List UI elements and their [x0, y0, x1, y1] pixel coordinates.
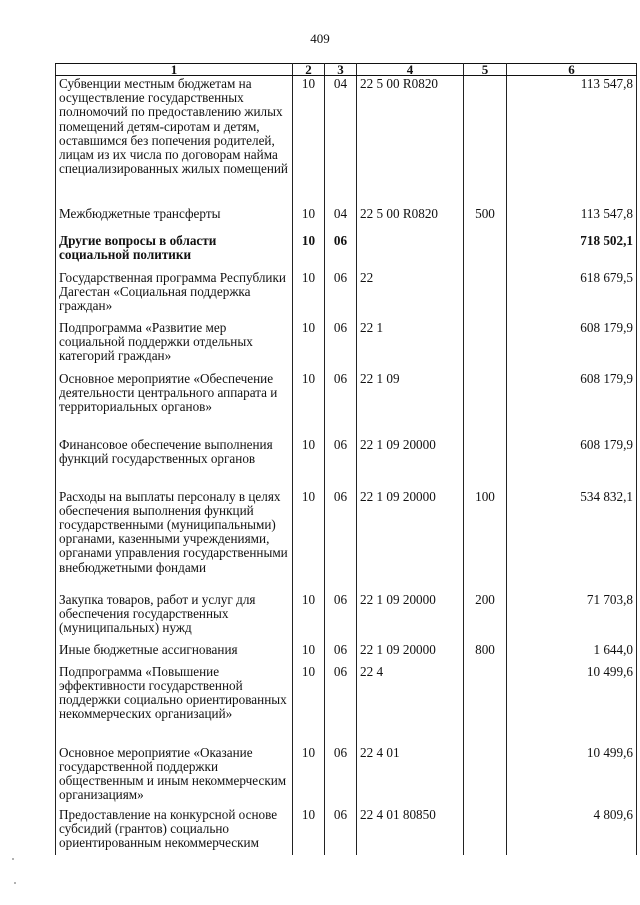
- row-name: Основное мероприятие «Оказание государственной поддержки общественным и иным некоммерческим организациям»: [56, 745, 293, 807]
- row-amount: 1 644,0: [507, 642, 637, 664]
- row-target-code: 22 1 09: [357, 371, 464, 437]
- row-amount: 718 502,1: [507, 233, 637, 270]
- row-expense-type: [464, 270, 507, 320]
- row-target-code: 22: [357, 270, 464, 320]
- table-row: [56, 320, 637, 371]
- row-section: 10: [293, 76, 325, 206]
- row-expense-type: [464, 745, 507, 807]
- row-amount: 71 703,8: [507, 592, 637, 642]
- row-target-code: 22 1 09 20000: [357, 489, 464, 592]
- table-row: [56, 642, 637, 664]
- row-name: Государственная программа Республики Дагестан «Социальная поддержка граждан»: [56, 270, 293, 320]
- header-col-1: 1: [56, 64, 293, 76]
- row-subsection: 06: [325, 270, 357, 320]
- row-section: 10: [293, 807, 325, 855]
- row-name: Подпрограмма «Повышение эффективности государственной поддержки социально ориентированных некоммерческих организаций»: [56, 664, 293, 745]
- row-section: 10: [293, 592, 325, 642]
- row-section: 10: [293, 233, 325, 270]
- row-name: Предоставление на конкурсной основе субсидий (грантов) социально ориентированным некоммерческим: [56, 807, 293, 855]
- row-target-code: 22 1 09 20000: [357, 642, 464, 664]
- scan-speck: [12, 858, 14, 860]
- table-row: [56, 664, 637, 745]
- header-col-4: 4: [357, 64, 464, 76]
- row-target-code: [357, 233, 464, 270]
- row-expense-type: 200: [464, 592, 507, 642]
- row-amount: 10 499,6: [507, 745, 637, 807]
- row-target-code: 22 5 00 R0820: [357, 76, 464, 206]
- table-row: [56, 233, 637, 270]
- row-subsection: 06: [325, 437, 357, 489]
- row-section: 10: [293, 642, 325, 664]
- row-name: Подпрограмма «Развитие мер социальной поддержки отдельных категорий граждан»: [56, 320, 293, 371]
- row-expense-type: [464, 320, 507, 371]
- row-subsection: 06: [325, 489, 357, 592]
- row-section: 10: [293, 270, 325, 320]
- row-expense-type: 100: [464, 489, 507, 592]
- row-section: 10: [293, 371, 325, 437]
- row-subsection: 06: [325, 642, 357, 664]
- table-row: [56, 371, 637, 437]
- row-section: 10: [293, 437, 325, 489]
- row-target-code: 22 4: [357, 664, 464, 745]
- row-expense-type: 800: [464, 642, 507, 664]
- table-row: [56, 489, 637, 592]
- row-expense-type: [464, 807, 507, 855]
- row-name: Субвенции местным бюджетам на осуществление государственных полномочий по предоставлению жилых помещений детям-сиротам и детям, оставшимся без попечения родителей, лицам из их числа по договорам найма специализированных жилых помещений: [56, 76, 293, 206]
- page-number: 409: [310, 31, 330, 46]
- row-name: Финансовое обеспечение выполнения функций государственных органов: [56, 437, 293, 489]
- row-section: 10: [293, 320, 325, 371]
- row-target-code: 22 1: [357, 320, 464, 371]
- header-col-6: 6: [507, 64, 637, 76]
- row-name: Межбюджетные трансферты: [56, 206, 293, 233]
- table-row: [56, 206, 637, 233]
- header-row: [56, 64, 637, 76]
- row-section: 10: [293, 489, 325, 592]
- row-name: Другие вопросы в области социальной политики: [56, 233, 293, 270]
- row-amount: 10 499,6: [507, 664, 637, 745]
- row-target-code: 22 1 09 20000: [357, 437, 464, 489]
- row-subsection: 06: [325, 745, 357, 807]
- header-col-5: 5: [464, 64, 507, 76]
- row-amount: 608 179,9: [507, 320, 637, 371]
- table-row: [56, 745, 637, 807]
- row-subsection: 06: [325, 664, 357, 745]
- row-subsection: 06: [325, 233, 357, 270]
- table-row: [56, 76, 637, 206]
- header-col-2: 2: [293, 64, 325, 76]
- row-expense-type: [464, 371, 507, 437]
- scan-speck: [14, 882, 16, 884]
- row-expense-type: [464, 664, 507, 745]
- row-amount: 608 179,9: [507, 437, 637, 489]
- row-expense-type: [464, 437, 507, 489]
- table-row: [56, 807, 637, 855]
- row-subsection: 06: [325, 807, 357, 855]
- table-row: [56, 437, 637, 489]
- row-subsection: 04: [325, 206, 357, 233]
- row-name: Основное мероприятие «Обеспечение деятельности центрального аппарата и территориальных органов»: [56, 371, 293, 437]
- budget-table: [55, 63, 637, 855]
- row-target-code: 22 4 01: [357, 745, 464, 807]
- row-subsection: 04: [325, 76, 357, 206]
- row-subsection: 06: [325, 371, 357, 437]
- table-row: [56, 592, 637, 642]
- row-expense-type: [464, 76, 507, 206]
- row-target-code: 22 5 00 R0820: [357, 206, 464, 233]
- row-amount: 618 679,5: [507, 270, 637, 320]
- row-subsection: 06: [325, 592, 357, 642]
- row-amount: 113 547,8: [507, 76, 637, 206]
- row-name: Закупка товаров, работ и услуг для обеспечения государственных (муниципальных) нужд: [56, 592, 293, 642]
- row-target-code: 22 1 09 20000: [357, 592, 464, 642]
- row-name: Расходы на выплаты персоналу в целях обеспечения выполнения функций государственными (муниципальными) органами, казенными учреждениями, органами управления государственными внебюджетными фондами: [56, 489, 293, 592]
- header-col-3: 3: [325, 64, 357, 76]
- row-section: 10: [293, 664, 325, 745]
- table-row: [56, 270, 637, 320]
- row-expense-type: [464, 233, 507, 270]
- row-section: 10: [293, 206, 325, 233]
- row-target-code: 22 4 01 80850: [357, 807, 464, 855]
- row-subsection: 06: [325, 320, 357, 371]
- row-expense-type: 500: [464, 206, 507, 233]
- row-amount: 534 832,1: [507, 489, 637, 592]
- row-amount: 608 179,9: [507, 371, 637, 437]
- row-name: Иные бюджетные ассигнования: [56, 642, 293, 664]
- row-amount: 4 809,6: [507, 807, 637, 855]
- row-section: 10: [293, 745, 325, 807]
- row-amount: 113 547,8: [507, 206, 637, 233]
